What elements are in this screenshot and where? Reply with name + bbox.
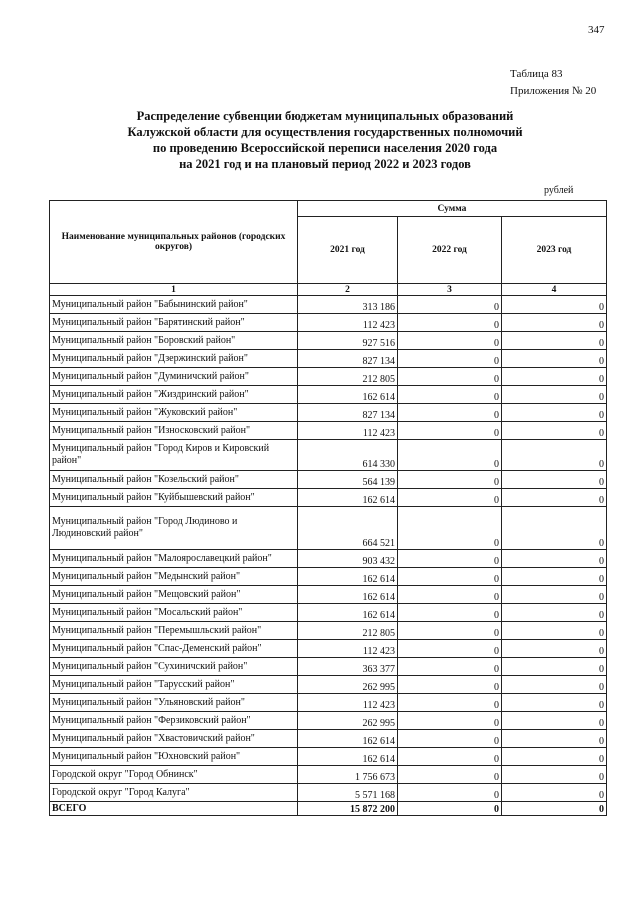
value-2021: 212 805 (298, 622, 398, 640)
row-name: Муниципальный район "Мещовский район" (50, 586, 298, 604)
value-2022: 0 (398, 604, 502, 622)
row-name: Муниципальный район "Жиздринский район" (50, 386, 298, 404)
table-row (50, 386, 607, 404)
row-name: Муниципальный район "Мосальский район" (50, 604, 298, 622)
value-2021: 162 614 (298, 586, 398, 604)
value-2021: 162 614 (298, 568, 398, 586)
table-row (50, 712, 607, 730)
units-label: рублей (544, 185, 574, 196)
value-2021: 162 614 (298, 604, 398, 622)
row-name: Городской округ "Город Калуга" (50, 784, 298, 802)
value-2022: 0 (398, 730, 502, 748)
value-2023: 0 (502, 694, 607, 712)
value-2021: 162 614 (298, 386, 398, 404)
row-name: Муниципальный район "Дзержинский район" (50, 350, 298, 368)
row-name: Муниципальный район "Барятинский район" (50, 314, 298, 332)
column-number: 4 (502, 284, 607, 296)
value-2023: 0 (502, 748, 607, 766)
table-row (50, 422, 607, 440)
appendix-label: Приложения № 20 (510, 85, 597, 97)
value-2023: 0 (502, 440, 607, 471)
value-2022: 0 (398, 440, 502, 471)
table-row (50, 314, 607, 332)
value-2023: 0 (502, 784, 607, 802)
row-name: Муниципальный район "Спас-Деменский район" (50, 640, 298, 658)
row-name: Муниципальный район "Город Киров и Кировский район" (50, 440, 298, 471)
table-row (50, 586, 607, 604)
table-row (50, 640, 607, 658)
total-2022: 0 (398, 802, 502, 816)
value-2023: 0 (502, 368, 607, 386)
value-2022: 0 (398, 784, 502, 802)
value-2022: 0 (398, 489, 502, 507)
row-name: Муниципальный район "Юхновский район" (50, 748, 298, 766)
value-2023: 0 (502, 568, 607, 586)
value-2021: 162 614 (298, 730, 398, 748)
value-2023: 0 (502, 586, 607, 604)
value-2021: 313 186 (298, 296, 398, 314)
table-row (50, 440, 607, 471)
value-2021: 262 995 (298, 712, 398, 730)
row-name: Муниципальный район "Перемышльский район" (50, 622, 298, 640)
row-name: Муниципальный район "Куйбышевский район" (50, 489, 298, 507)
title-line: Распределение субвенции бюджетам муниципальных образований (136, 109, 514, 123)
table-row (50, 604, 607, 622)
value-2021: 664 521 (298, 507, 398, 550)
title-line: на 2021 год и на плановый период 2022 и 2023 годов (179, 157, 471, 171)
table-row (50, 568, 607, 586)
header-2022: 2022 год (398, 217, 502, 284)
value-2022: 0 (398, 748, 502, 766)
value-2021: 112 423 (298, 314, 398, 332)
row-name: Муниципальный район "Бабынинский район" (50, 296, 298, 314)
table-row (50, 489, 607, 507)
column-number: 1 (50, 284, 298, 296)
value-2023: 0 (502, 350, 607, 368)
row-name: Муниципальный район "Боровский район" (50, 332, 298, 350)
value-2023: 0 (502, 422, 607, 440)
value-2022: 0 (398, 694, 502, 712)
row-name: Муниципальный район "Город Людиново и Людиновский район" (50, 507, 298, 550)
value-2021: 827 134 (298, 350, 398, 368)
value-2021: 827 134 (298, 404, 398, 422)
value-2021: 262 995 (298, 676, 398, 694)
value-2022: 0 (398, 332, 502, 350)
total-row (50, 802, 607, 816)
value-2023: 0 (502, 386, 607, 404)
value-2022: 0 (398, 766, 502, 784)
subvention-table (49, 200, 607, 816)
value-2023: 0 (502, 730, 607, 748)
table-row (50, 350, 607, 368)
value-2021: 927 516 (298, 332, 398, 350)
value-2023: 0 (502, 296, 607, 314)
table-body (50, 296, 607, 816)
value-2021: 112 423 (298, 694, 398, 712)
value-2023: 0 (502, 622, 607, 640)
table-row (50, 404, 607, 422)
table-row (50, 471, 607, 489)
value-2023: 0 (502, 676, 607, 694)
header-name-column: Наименование муниципальных районов (городских округов) (50, 201, 298, 284)
row-name: Муниципальный район "Ульяновский район" (50, 694, 298, 712)
value-2022: 0 (398, 350, 502, 368)
value-2022: 0 (398, 422, 502, 440)
value-2022: 0 (398, 622, 502, 640)
column-number: 2 (298, 284, 398, 296)
table-row (50, 766, 607, 784)
table-row (50, 676, 607, 694)
value-2022: 0 (398, 586, 502, 604)
value-2023: 0 (502, 507, 607, 550)
value-2023: 0 (502, 766, 607, 784)
value-2021: 363 377 (298, 658, 398, 676)
value-2021: 212 805 (298, 368, 398, 386)
value-2022: 0 (398, 658, 502, 676)
table-number: Таблица 83 (510, 68, 563, 80)
row-name: Муниципальный район "Тарусский район" (50, 676, 298, 694)
value-2021: 162 614 (298, 489, 398, 507)
value-2023: 0 (502, 404, 607, 422)
page-number: 347 (588, 24, 605, 36)
title-line: по проведению Всероссийской переписи населения 2020 года (152, 141, 498, 155)
column-number: 3 (398, 284, 502, 296)
header-2021: 2021 год (298, 217, 398, 284)
value-2022: 0 (398, 568, 502, 586)
row-name: Городской округ "Город Обнинск" (50, 766, 298, 784)
value-2022: 0 (398, 640, 502, 658)
value-2021: 112 423 (298, 422, 398, 440)
table-row (50, 550, 607, 568)
table-row (50, 658, 607, 676)
table-row (50, 748, 607, 766)
value-2022: 0 (398, 296, 502, 314)
value-2022: 0 (398, 471, 502, 489)
table-row (50, 622, 607, 640)
value-2021: 112 423 (298, 640, 398, 658)
row-name: Муниципальный район "Думиничский район" (50, 368, 298, 386)
header-sum: Сумма (298, 201, 607, 217)
value-2023: 0 (502, 471, 607, 489)
table-row (50, 296, 607, 314)
value-2022: 0 (398, 507, 502, 550)
table-row (50, 368, 607, 386)
value-2022: 0 (398, 314, 502, 332)
value-2021: 903 432 (298, 550, 398, 568)
value-2022: 0 (398, 386, 502, 404)
table-row (50, 694, 607, 712)
value-2022: 0 (398, 550, 502, 568)
value-2021: 1 756 673 (298, 766, 398, 784)
value-2023: 0 (502, 604, 607, 622)
row-name: Муниципальный район "Сухиничский район" (50, 658, 298, 676)
value-2021: 162 614 (298, 748, 398, 766)
value-2021: 564 139 (298, 471, 398, 489)
value-2023: 0 (502, 314, 607, 332)
table-row (50, 730, 607, 748)
row-name: Муниципальный район "Хвастовичский район" (50, 730, 298, 748)
table-row (50, 507, 607, 550)
header-2023: 2023 год (502, 217, 607, 284)
value-2022: 0 (398, 712, 502, 730)
row-name: Муниципальный район "Жуковский район" (50, 404, 298, 422)
row-name: Муниципальный район "Износковский район" (50, 422, 298, 440)
table-row (50, 784, 607, 802)
total-label: ВСЕГО (50, 802, 298, 816)
value-2023: 0 (502, 550, 607, 568)
value-2023: 0 (502, 658, 607, 676)
row-name: Муниципальный район "Медынский район" (50, 568, 298, 586)
value-2023: 0 (502, 489, 607, 507)
total-2021: 15 872 200 (298, 802, 398, 816)
value-2022: 0 (398, 676, 502, 694)
value-2023: 0 (502, 332, 607, 350)
row-name: Муниципальный район "Козельский район" (50, 471, 298, 489)
value-2021: 5 571 168 (298, 784, 398, 802)
value-2022: 0 (398, 404, 502, 422)
document-title (40, 108, 610, 172)
value-2023: 0 (502, 712, 607, 730)
value-2022: 0 (398, 368, 502, 386)
table-row (50, 332, 607, 350)
row-name: Муниципальный район "Ферзиковский район" (50, 712, 298, 730)
value-2021: 614 330 (298, 440, 398, 471)
total-2023: 0 (502, 802, 607, 816)
row-name: Муниципальный район "Малоярославецкий район" (50, 550, 298, 568)
value-2023: 0 (502, 640, 607, 658)
title-line: Калужской области для осуществления государственных полномочий (127, 125, 523, 139)
